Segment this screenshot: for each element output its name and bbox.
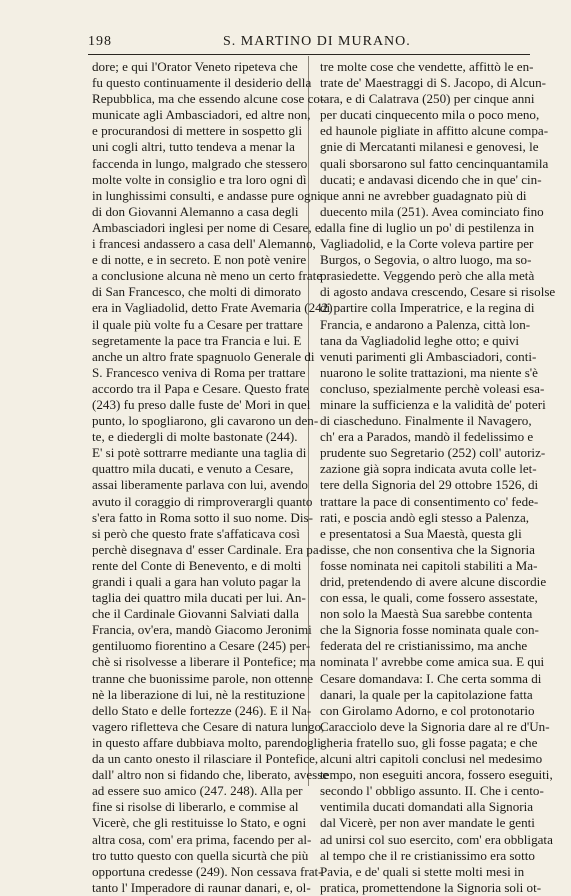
- text-line: tana da Vagliadolid leghe otto; e quivi: [320, 332, 520, 348]
- text-line: che la Signoria fosse nominata quale con-: [320, 622, 539, 638]
- text-line: al tempo che il re cristianissimo era sotto: [320, 847, 535, 863]
- text-line: Francia, e andarono a Palenza, città lon-: [320, 316, 531, 332]
- text-line: faccenda in lungo, malgrado che stessero: [92, 155, 308, 171]
- text-line: con Girolamo Adorno, e col protonotario: [320, 702, 535, 718]
- text-line: que anni ne avrebber guadagnato più di: [320, 187, 527, 203]
- text-line: trattare la pace di consentimento co' fede-: [320, 493, 539, 509]
- text-line: opportuna credesse (249). Non cessava frat-: [92, 863, 323, 879]
- text-line: Vicerè, che gli restituisse lo Stato, e ogni: [92, 815, 307, 831]
- text-line: ducati; e andavasi dicendo che in que' cin-: [320, 171, 542, 187]
- text-line: dello Stato e delle fortezze (246). E il Na-: [92, 702, 312, 718]
- text-line: avuto il coraggio di rimproverargli quanto: [92, 493, 313, 509]
- text-line: rente del Conte di Benevento, e di molti: [92, 557, 302, 573]
- text-line: Repubblica, ma che essendo alcune cose co-: [92, 91, 325, 107]
- text-line: e procurandosi di mettere in sospetto gli: [92, 123, 303, 139]
- text-line: in lunghissimi consulti, e andasse pure ogni: [92, 187, 321, 203]
- text-line: da un canto onesto il rilasciare il Pontefice,: [92, 751, 319, 767]
- text-line: ch' era a Parados, mandò il fedelissimo e: [320, 429, 534, 445]
- text-line: dal Vicerè, per non aver mandate le genti: [320, 815, 535, 831]
- text-line: duecento mila (251). Avea cominciato fino: [320, 203, 544, 219]
- text-line: tere della Signoria del 29 ottobre 1526, di: [320, 477, 539, 493]
- running-title: S. MARTINO DI MURANO.: [223, 34, 411, 49]
- text-line: Francia, ov'era, mandò Giacomo Jeronimi: [92, 622, 312, 638]
- text-line: di agosto andava crescendo, Cesare si risolse: [320, 284, 556, 300]
- text-line: con essa, le quali, come fossero assestate,: [320, 590, 538, 606]
- text-line: che il Cardinale Giovanni Salviati dalla: [92, 606, 299, 622]
- text-line: prudente suo Segretario (252) coll' autoriz-: [320, 445, 546, 461]
- left-text-column: [92, 59, 333, 896]
- text-line: di ciascheduno. Finalmente il Navagero,: [320, 413, 532, 429]
- text-line: quattro mila ducati, e venuto a Cesare,: [92, 461, 294, 477]
- text-line: tanto l' Imperadore di raunar danari, e, ol-: [92, 879, 311, 895]
- text-line: pratica, promettendone la Signoria soli ot-: [320, 879, 542, 895]
- text-line: gheria fratello suo, gli fosse pagata; e che: [320, 734, 538, 750]
- text-line: Vagliadolid, e la Corte voleva partire per: [320, 236, 534, 252]
- text-line: il quale più volte fu a Cesare per trattare: [92, 316, 303, 332]
- text-line: federata del re cristianissimo, ma anche: [320, 638, 528, 654]
- text-line: concluso, spezialmente perchè voleasi esa-: [320, 380, 545, 396]
- text-line: quali sborsarono sul fatto cencinquantamila: [320, 155, 549, 171]
- text-line: tro tutto questo con quella sicurtà che più: [92, 847, 309, 863]
- text-line: segretamente la pace tra Francia e lui. E: [92, 332, 302, 348]
- text-line: perchè disegnava d' esser Cardinale. Era pa-: [92, 541, 324, 557]
- text-line: ad unirsi col suo esercito, com' era obbligata: [320, 831, 553, 847]
- text-line: E' si potè sottrarre mediante una taglia di: [92, 445, 307, 461]
- text-line: Caracciolo deve la Signoria dare al re d'Un-: [320, 718, 550, 734]
- header-rule: [88, 54, 530, 55]
- text-line: non solo la Maestà Sua sarebbe contenta: [320, 606, 533, 622]
- text-line: nuarono le solite trattazioni, ma niente s'è: [320, 364, 538, 380]
- text-line: nè la liberazione di lui, nè la restituzione: [92, 686, 306, 702]
- text-line: drid, pretendendo di avere alcune discordie: [320, 574, 547, 589]
- text-line: era in Vagliadolid, detto Frate Avemaria (242): [92, 300, 333, 316]
- text-line: si però che questo frate s'affaticava così: [92, 525, 300, 541]
- text-line: tranne che buonissime parole, non ottenne: [92, 670, 314, 686]
- text-line: assai liberamente parlava con lui, avendo: [92, 477, 308, 493]
- text-line: dall' altro non si fidando che, liberato, avesse: [92, 767, 329, 783]
- text-line: di San Francesco, che molti di dimorato: [92, 284, 302, 300]
- text-line: accordo tra il Papa e Cesare. Questo frate: [92, 380, 309, 396]
- text-line: rati, e poscia andò egli stesso a Palenza,: [320, 509, 530, 525]
- text-line: Cesare domandava: I. Che certa somma di: [320, 670, 542, 686]
- text-line: minare la sufficienza e la validità de' poteri: [320, 396, 546, 412]
- text-line: fu questo continuamente il desiderio della: [92, 75, 312, 91]
- text-line: di partire colla Imperatrice, e la regina di: [320, 300, 535, 316]
- text-line: disse, che non consentiva che la Signoria: [320, 541, 535, 557]
- text-line: te, e diedergli di molte bastonate (244).: [92, 429, 298, 445]
- text-line: ventimila ducati domandati alla Signoria: [320, 799, 534, 815]
- text-line: zazione già sopra indicata avuta colle let-: [320, 461, 537, 477]
- text-line: gentiluomo fiorentino a Cesare (245) per-: [92, 638, 311, 654]
- text-line: grandi i quali a gara han voluto pagar la: [92, 574, 301, 589]
- text-line: tara, e di Calatrava (250) per cinque anni: [320, 91, 535, 107]
- text-line: e di notte, e in secreto. E non potè venire: [92, 252, 307, 268]
- text-line: a conclusione alcuna nè meno un certo frate: [92, 268, 323, 284]
- text-line: prasiedette. Veggendo però che alla metà: [320, 268, 535, 284]
- text-line: anche un altro frate spagnuolo Generale di: [92, 348, 315, 364]
- text-line: vagero rifletteva che Cesare di natura lungo,: [92, 718, 325, 734]
- text-line: tempo, non eseguiti ancora, fossero eseguiti,: [320, 767, 553, 783]
- text-line: alcuni altri capitoli conclusi nel medesimo: [320, 751, 543, 767]
- text-line: ed haunole pigliate in affitto alcune compa-: [320, 123, 549, 139]
- text-line: fine si risolse di liberarlo, e commise al: [92, 799, 299, 815]
- text-line: s'era fatto in Roma sotto il suo nome. Dis-: [92, 509, 313, 525]
- text-line: Ambasciadori inglesi per nome di Cesare, e: [92, 219, 321, 235]
- text-line: di don Giovanni Alemanno a casa degli: [92, 203, 299, 219]
- text-line: secondo l' obbligo assunto. II. Che i cento-: [320, 783, 544, 799]
- right-text-column: [320, 59, 556, 896]
- text-line: fosse nominata nei capitoli stabiliti a Ma-: [320, 557, 538, 573]
- text-line: Burgos, o Segovia, o altro luogo, ma so-: [320, 252, 532, 268]
- text-line: per ducati cinquecento mila o poco meno,: [320, 107, 540, 123]
- text-line: S. Francesco veniva di Roma per trattare: [92, 364, 306, 380]
- text-line: uni cogli altri, tutto tendeva a menar la: [92, 139, 295, 155]
- page-header: [88, 34, 528, 54]
- text-line: chè si risolvesse a liberare il Pontefice; ma: [92, 654, 316, 670]
- text-line: in questo affare dubbiava molto, parendogli: [92, 734, 321, 750]
- page-number: 198: [88, 34, 112, 49]
- text-line: e presentatosi a Sua Maestà, questa gli: [320, 525, 522, 541]
- text-line: Pavia, e de' quali si stette molti mesi in: [320, 863, 525, 879]
- text-line: gnie di Mercatanti milanesi e genovesi, le: [320, 139, 539, 155]
- text-line: municate agli Ambasciadori, ed altre non,: [92, 107, 311, 123]
- text-line: altra cosa, com' era prima, facendo per al-: [92, 831, 312, 847]
- text-line: nominata l' avrebbe come amica sua. E qui: [320, 654, 545, 670]
- text-line: dalla fine di luglio un po' di pestilenza in: [320, 219, 534, 235]
- text-line: (243) fu preso dalle fuste de' Mori in quel: [92, 396, 311, 412]
- text-line: taglia dei quattro mila ducati per lui. An-: [92, 590, 306, 606]
- text-line: venuti parimenti gli Ambasciadori, conti-: [320, 348, 537, 364]
- text-line: ad essere suo amico (247. 248). Alla per: [92, 783, 303, 799]
- text-line: trate de' Maestraggi di S. Jacopo, di Alcun-: [320, 75, 546, 91]
- text-line: tre molte cose che vendette, affittò le en-: [320, 59, 534, 74]
- text-line: danari, la quale per la capitolazione fatta: [320, 686, 533, 702]
- text-line: dore; e qui l'Orator Veneto ripeteva che: [92, 59, 298, 74]
- text-line: i francesi andassero a casa dell' Alemanno,: [92, 236, 316, 252]
- text-line: punto, lo spogliarono, gli cavarono un den-: [92, 413, 319, 429]
- text-line: molte volte in consiglio e tra loro ogni dì: [92, 171, 307, 187]
